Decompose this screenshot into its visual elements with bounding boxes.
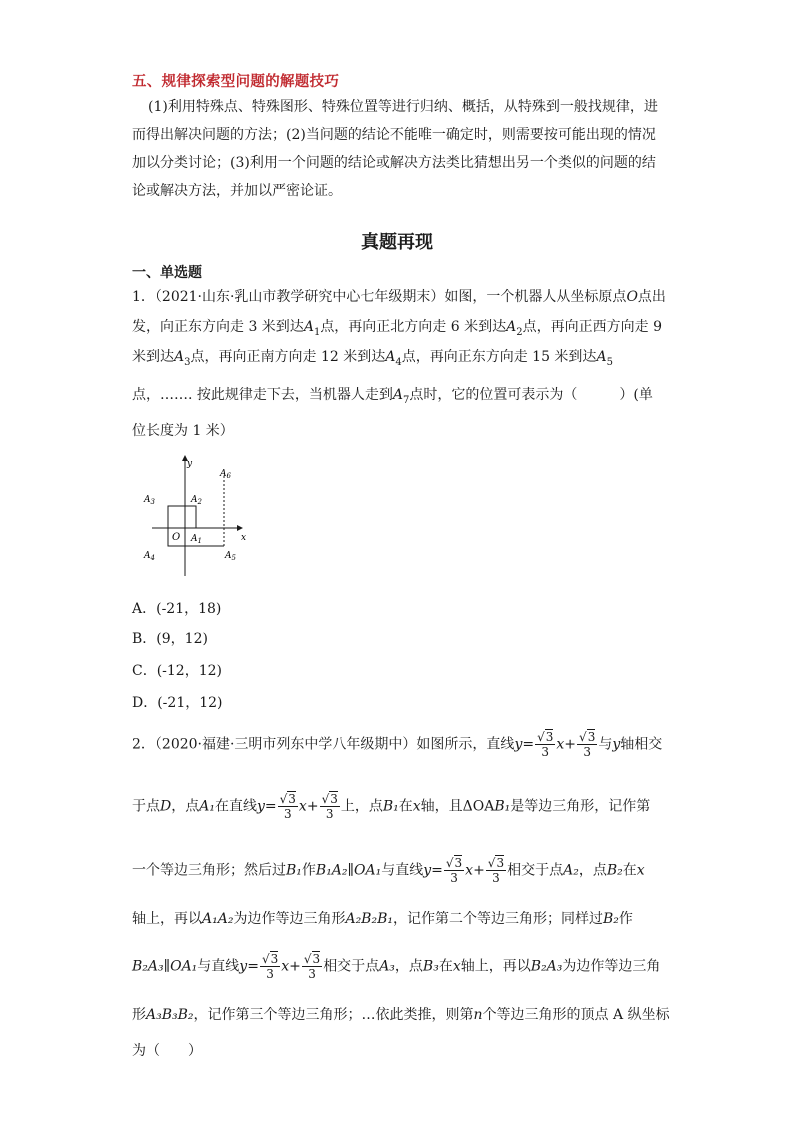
q2-line-5: B₂A₃∥OA₁与直线y= $\frac{√3}{3}$ x+ $\frac{√3}{3}$ 相交于点A₃，点B₃在x轴上，再以B₂A₃为边作等边三角 [132, 952, 661, 981]
section-line-3: 加以分类讨论；(3)利用一个问题的结论或解决方法类比猜想出另一个类似的问题的结 [132, 155, 656, 171]
label-a2: $A_2$ [191, 495, 202, 506]
section-line-4: 论或解决方法，并加以严密论证。 [132, 183, 342, 199]
q1-line-2: 发，向正东方向走 3 米到达$A_1$点，再向正北方向走 6 米到达$A_2$点，再向正西方向走 9 [132, 319, 662, 338]
fraction: $\frac{√3}{3}$ [487, 856, 505, 885]
option-b[interactable]: B．(9，12) [132, 631, 208, 647]
page-heading: 真题再现 [361, 232, 433, 253]
fraction: $\frac{√3}{3}$ [261, 952, 279, 981]
fraction: $\frac{√3}{3}$ [537, 730, 554, 759]
q1-coordinate-figure [138, 452, 260, 578]
q2-line-1: 2．（2020·福建·三明市列东中学八年级期中）如图所示，直线y= $\frac{√3}{3}$ x+ $\frac{√3}{3}$ 与y轴相交 [132, 730, 663, 759]
q1-line-1: 1．（2021·山东·乳山市教学研究中心七年级期末）如图，一个机器人从坐标原点O点出 [132, 289, 666, 305]
section-line-1: (1)利用特殊点、特殊图形、特殊位置等进行归纳、概括，从特殊到一般找规律，进 [148, 99, 658, 115]
option-a[interactable]: A．(-21，18) [132, 601, 222, 617]
origin-label: O [172, 532, 181, 543]
fraction: $\frac{√3}{3}$ [321, 792, 338, 821]
y-label: y [187, 459, 193, 469]
q2-line-7: 为（ ） [132, 1043, 202, 1059]
option-d[interactable]: D．(-21，12) [132, 695, 223, 711]
fraction: $\frac{√3}{3}$ [303, 952, 321, 981]
fraction: $\frac{√3}{3}$ [279, 792, 296, 821]
option-c[interactable]: C．(-12，12) [132, 663, 222, 679]
label-a5: $A_5$ [225, 551, 236, 562]
label-a3: $A_3$ [144, 495, 155, 506]
label-a1: $A_1$ [191, 534, 202, 545]
subheading: 一、单选题 [132, 265, 202, 281]
q1-line-3: 米到达$A_3$点，再向正南方向走 12 米到达$A_4$点，再向正东方向走 15 米到达$A_5$ [132, 349, 613, 368]
q2-line-6: 形A₃B₃B₂，记作第三个等边三角形；…依此类推，则第n个等边三角形的顶点 A 纵坐标 [132, 1007, 670, 1023]
label-a4: $A_4$ [144, 551, 155, 562]
label-a6: $A_6$ [220, 469, 231, 480]
q1-line-5: 位长度为 1 米） [132, 423, 234, 439]
section-line-2: 而得出解决问题的方法；(2)当问题的结论不能唯一确定时，则需要按可能出现的情况 [132, 127, 656, 143]
q2-line-2: 于点D，点A₁在直线y= $\frac{√3}{3}$ x+ $\frac{√3}{3}$ 上，点B₁在x轴，且ΔOAB₁是等边三角形，记作第 [132, 792, 651, 821]
x-label: x [241, 533, 247, 543]
q2-line-4: 轴上，再以A₁A₂为边作等边三角形A₂B₂B₁，记作第二个等边三角形；同样过B₂作 [132, 911, 633, 927]
fraction: $\frac{√3}{3}$ [445, 856, 463, 885]
q1-line-4: 点，……. 按此规律走下去，当机器人走到$A_7$点时，它的位置可表示为（ ）(单 [132, 387, 653, 406]
section-title: 五、规律探索型问题的解题技巧 [132, 74, 340, 90]
q2-line-3: 一个等边三角形；然后过B₁作B₁A₂∥OA₁与直线y= $\frac{√3}{3}$ x+ $\frac{√3}{3}$ 相交于点A₂，点B₂在x [132, 856, 645, 885]
fraction: $\frac{√3}{3}$ [579, 730, 596, 759]
